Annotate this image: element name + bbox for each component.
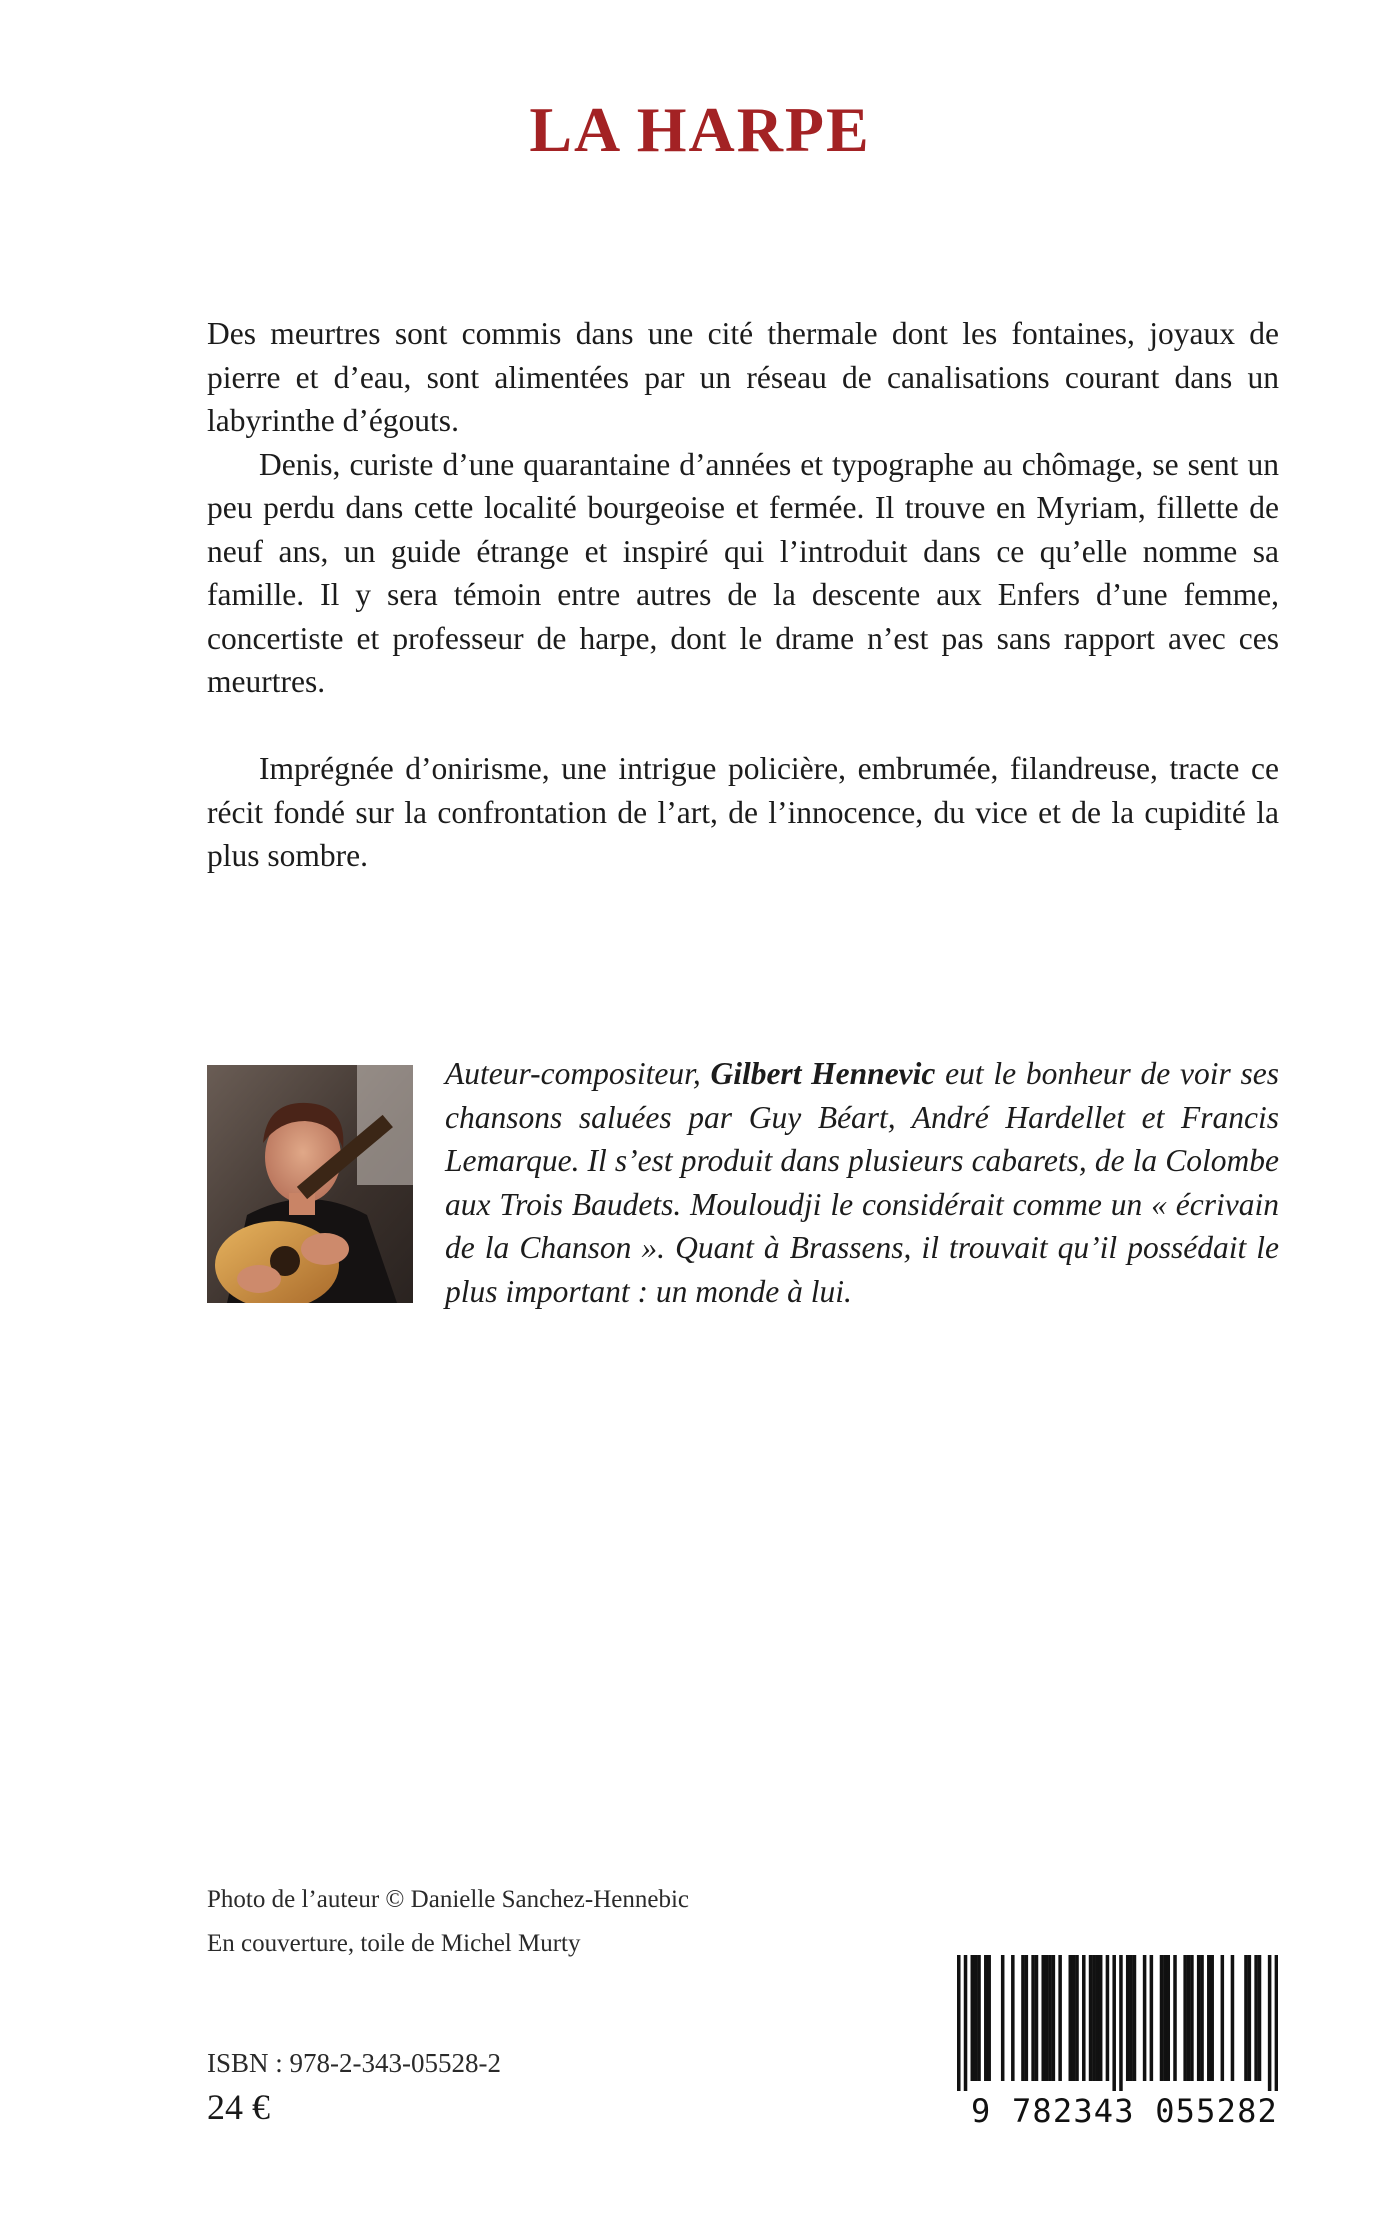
barcode-bar bbox=[987, 1955, 991, 2081]
barcode-bar bbox=[1072, 1955, 1076, 2081]
barcode-bar bbox=[1069, 1955, 1073, 2081]
barcode-bar bbox=[1096, 1955, 1100, 2081]
barcode-bar bbox=[1190, 1955, 1194, 2081]
barcode-bars bbox=[957, 1955, 1278, 2091]
barcode-bar bbox=[964, 1955, 968, 2091]
isbn: ISBN : 978-2-343-05528-2 bbox=[207, 2048, 501, 2078]
barcode-bar bbox=[1052, 1955, 1056, 2081]
barcode-bar bbox=[1001, 1955, 1005, 2081]
barcode-bar bbox=[1248, 1955, 1252, 2081]
barcode-bar bbox=[1210, 1955, 1214, 2081]
barcode-bar bbox=[1011, 1955, 1015, 2081]
barcode-bar bbox=[1021, 1955, 1025, 2081]
synopsis-paragraph-1: Des meurtres sont commis dans une cité thermale dont les fontaines, joyaux de pierre et d’eau, sont alimentées par un réseau de canalisations courant dans un labyrinthe d’égouts. bbox=[207, 316, 1279, 438]
barcode-bar bbox=[1163, 1955, 1167, 2081]
barcode-bar bbox=[1045, 1955, 1049, 2081]
synopsis-paragraph-2: Denis, curiste d’une quarantaine d’années et typographe au chômage, se sent un peu perdu dans cette localité bourgeoise et fermée. Il trouve en Myriam, fillette de neuf ans, un guide étrange et inspiré qui l’introduit dans ce qu’elle nomme sa famille. Il y sera témoin entre autres de la descente aux Enfers d’une femme, concertiste et professeur de harpe, dont le drame n’est pas sans rapport avec ces meurtres. bbox=[207, 446, 1279, 699]
barcode-bar bbox=[1275, 1955, 1278, 2091]
barcode-bar bbox=[974, 1955, 978, 2081]
barcode-bar bbox=[1126, 1955, 1130, 2081]
barcode-bar bbox=[1197, 1955, 1201, 2081]
barcode-bar bbox=[1150, 1955, 1154, 2081]
barcode-bar bbox=[957, 1955, 961, 2091]
barcode-bar bbox=[1187, 1955, 1191, 2081]
author-photo bbox=[207, 1065, 413, 1303]
barcode-bar bbox=[1075, 1955, 1079, 2081]
synopsis bbox=[207, 312, 1279, 878]
barcode-bar bbox=[1200, 1955, 1204, 2081]
barcode-bar bbox=[977, 1955, 981, 2081]
barcode-bar bbox=[1254, 1955, 1258, 2081]
author-bio bbox=[445, 1052, 1279, 1313]
barcode-bar bbox=[1025, 1955, 1029, 2081]
book-title: LA HARPE bbox=[529, 94, 871, 165]
barcode-bar bbox=[1231, 1955, 1235, 2081]
barcode-bar bbox=[1258, 1955, 1262, 2081]
barcode-bar bbox=[1268, 1955, 1272, 2091]
barcode-bar bbox=[1112, 1955, 1116, 2091]
barcode-bar bbox=[984, 1955, 988, 2081]
barcode-bar bbox=[1092, 1955, 1096, 2081]
barcode-bar bbox=[1099, 1955, 1103, 2081]
barcode-bar bbox=[1244, 1955, 1248, 2081]
barcode-bar bbox=[1183, 1955, 1187, 2081]
barcode-bar bbox=[1166, 1955, 1170, 2081]
credits bbox=[207, 1878, 689, 1966]
author-bio-intro: Auteur-compositeur, bbox=[445, 1056, 711, 1091]
barcode-bar bbox=[1119, 1955, 1123, 2091]
barcode-bar bbox=[1082, 1955, 1086, 2081]
barcode-bar bbox=[1048, 1955, 1052, 2081]
cover-credit: En couverture, toile de Michel Murty bbox=[207, 1930, 581, 1957]
barcode-bar bbox=[1207, 1955, 1211, 2081]
barcode-bar bbox=[1041, 1955, 1045, 2081]
author-name: Gilbert Hennevic bbox=[710, 1056, 936, 1091]
barcode-bar bbox=[1160, 1955, 1164, 2081]
barcode-digits: 9 782343 055282 bbox=[971, 2092, 1278, 2130]
barcode-bar bbox=[1031, 1955, 1035, 2081]
price: 24 € bbox=[207, 2087, 270, 2127]
synopsis-paragraph-3: Imprégnée d’onirisme, une intrigue policière, embrumée, filandreuse, tracte ce récit fondé sur la confrontation de l’art, de l’innocence, du vice et de la cupidité la plus sombre. bbox=[207, 751, 1279, 873]
barcode-bar bbox=[1035, 1955, 1039, 2081]
barcode-bar bbox=[1129, 1955, 1133, 2081]
photo-credit: Photo de l’auteur © Danielle Sanchez-Hennebic bbox=[207, 1886, 690, 1913]
barcode-bar bbox=[1143, 1955, 1147, 2081]
barcode-bar bbox=[1089, 1955, 1093, 2081]
author-bio-text: eut le bonheur de voir ses chansons saluées par Guy Béart, André Hardellet et Francis Lemarque. Il s’est produit dans plusieurs cabarets, de la Colombe aux Trois Baudets. Mouloudji le considérait comme un « écrivain de la Chanson ». Quant à Brassens, il trouvait qu’il possédait le plus important : un monde à lui. bbox=[445, 1056, 1279, 1309]
barcode-bar bbox=[1106, 1955, 1110, 2081]
barcode-bar bbox=[1173, 1955, 1177, 2081]
barcode-bar bbox=[971, 1955, 975, 2081]
barcode-bar bbox=[1058, 1955, 1062, 2081]
barcode-bar bbox=[1133, 1955, 1137, 2081]
barcode-bar bbox=[1221, 1955, 1225, 2081]
